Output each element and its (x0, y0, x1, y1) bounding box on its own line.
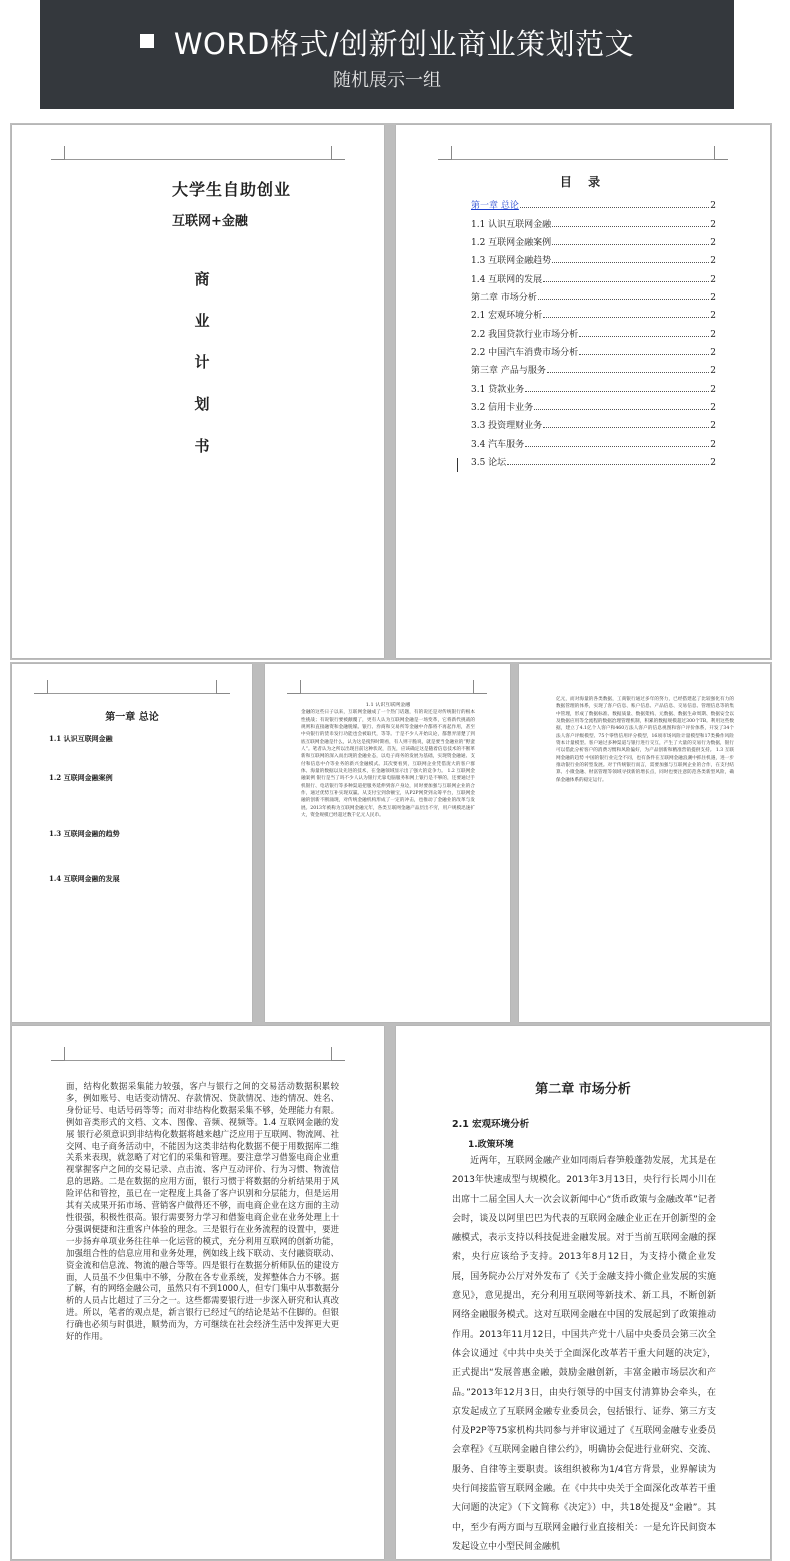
toc-entry-page: 2 (710, 348, 716, 359)
toc-entry-page: 2 (710, 238, 716, 249)
toc-entry-page: 2 (710, 274, 716, 285)
toc-entry[interactable] (471, 321, 716, 339)
toc-entry[interactable] (471, 211, 716, 229)
toc-entry-label: 3.5 论坛 (471, 458, 507, 469)
toc-leader-dots (579, 354, 709, 355)
toc-leader-dots (525, 391, 709, 392)
toc-entry-label: 1.1 认识互联网金融 (471, 219, 552, 230)
cover-subtitle: 互联网+金融 (172, 214, 248, 229)
preview-page-toc[interactable] (396, 125, 770, 658)
chapter1-title: 第一章 总论 (105, 712, 159, 723)
toc-heading: 目 录 (559, 175, 607, 189)
toc-entry[interactable] (471, 376, 716, 394)
toc-entry-label: 3.4 汽车服务 (471, 439, 525, 450)
toc-leader-dots (543, 281, 709, 282)
chapter2-section: 2.1 宏观环境分析 (452, 1119, 530, 1130)
toc-entry[interactable] (471, 395, 716, 413)
dense-text-b-body: 亿元，而对海量的各类数据，工商银行通过多年的努力，已经搭建起了比较强化有力的数据管理的体系，实现了客户信息、账户信息、产品信息、交易信息、管理信息等的集中管理，形成了数据标准、数据质量、数据架构、元数据、数据生命周期、数据安全以及数据应用等全流程的数据治理管理机制，积累的数据规模超过300个TB。利用这些数据，建立了4.1亿个人客户和460万法人客户的信息视图和客户评价体系，开发了34个法人客户评级模型、75个零售信用评分模型，16项市场风险计量模型和17类操作风险资本计量模型。客户通过多种渠道与银行进行交互，产生了大量的交易行为数据，银行可以借此分析客户的消费习惯和风险偏好，为产品创新和精准营销提供支持。 1.3 互联网金融的趋势 中国的银行业完全不同，也有条件在互联网金融浪潮中抓住机遇，进一步推动银行业的转型发展。对于传统银行而言，需要加强与互联网企业的合作，在支付结算、小微金融、财富管理等领域寻找新的增长点，同时也要注意防范各类新型风险，确保金融体系的稳定运行。 (556, 697, 734, 783)
header-banner (40, 0, 734, 109)
toc-entry-page: 2 (710, 256, 716, 267)
toc-entry-page: 2 (710, 421, 716, 432)
chapter1-item: 1.4 互联网金融的发展 (49, 874, 120, 883)
toc-entry-label: 1.4 互联网的发展 (471, 274, 543, 285)
page-top-line (48, 693, 216, 694)
toc-entry-label: 2.1 宏观环境分析 (471, 311, 543, 322)
corner-mark (287, 680, 301, 694)
toc-entry-page: 2 (710, 329, 716, 340)
banner-title-text: WORD格式/创新创业商业策划范文 (173, 27, 635, 61)
toc-entry-page: 2 (710, 439, 716, 450)
toc-entry-label: 第二章 市场分析 (471, 293, 537, 304)
toc-entry-page: 2 (710, 311, 716, 322)
toc-entry[interactable] (471, 248, 716, 266)
toc-leader-dots (543, 427, 709, 428)
toc-entry-label: 1.3 互联网金融趋势 (471, 256, 552, 267)
toc-entry-label: 3.3 投资理财业务 (471, 421, 543, 432)
corner-mark (331, 1047, 345, 1061)
toc-leader-dots (538, 299, 709, 300)
chapter2-body (452, 1152, 716, 1557)
toc-entry-label: 第三章 产品与服务 (471, 366, 546, 377)
toc-leader-dots (507, 464, 709, 465)
chapter2-body-text: 近两年，互联网金融产业如同雨后春笋般蓬勃发展，尤其是在2013年快速成型与规模化。2013年3月13日，央行行长周小川在出席十二届全国人大一次会议新闻中心“货币政策与金融改革”记者会时，谈及以阿里巴巴为代表的互联网金融企业正在开创新型的金融模式，表示支持以科技促进金融发展。对于当前互联网金融的探索，央行应该给予支持。2013年8月12日，为支持小微企业发展，国务院办公厅对外发布了《关于金融支持小微企业发展的实施意见》，意见提出，充分利用互联网等新技术、新工具，不断创新网络金融服务模式。这对互联网金融在中国的发展起到了政策推动作用。2013年11月12日，中国共产党十八届中央委员会第三次全体会议通过《中共中央关于全面深化改革若干重大问题的决定》，正式提出“发展普惠金融，鼓励金融创新，丰富金融市场层次和产品。”2013年12月3日，由央行领导的中国支付清算协会牵头，在京发起成立了互联网金融专业委员会，包括银行、证券、第三方支付及P2P等75家机构共同参与并审议通过了《互联网金融专业委员会章程》《互联网金融自律公约》，明确协会促进行业研究、交流、服务、自律等主要职责。该组织被称为1/4官方背景，业界解读为央行间接监管互联网金融。在《中共中央关于全面深化改革若干重大问题的决定》（下文简称《决定》）中，共18处提及“金融”。其中，至少有两方面与互联网金融行业直接相关：一是允许民间资本发起设立中小型民间金融机 (452, 1156, 716, 1552)
cover-char: 业 (194, 312, 210, 330)
corner-mark (438, 146, 452, 160)
toc-entry[interactable] (471, 285, 716, 303)
preview-page-chapter2[interactable] (396, 1026, 770, 1559)
corner-mark (331, 146, 345, 160)
toc-entry-page: 2 (710, 366, 716, 377)
toc-leader-dots (520, 207, 709, 208)
toc-entry[interactable] (471, 230, 716, 248)
toc-entry-label: 2.2 中国汽车消费市场分析 (471, 348, 579, 359)
toc-entry[interactable] (471, 431, 716, 449)
cover-char: 商 (194, 270, 210, 288)
toc-list (471, 193, 716, 468)
toc-entry-page: 2 (710, 384, 716, 395)
toc-entry[interactable] (471, 303, 716, 321)
preview-page-cover[interactable] (12, 125, 384, 658)
toc-entry[interactable] (471, 358, 716, 376)
preview-page-chapter1[interactable] (12, 664, 252, 1022)
toc-entry[interactable] (471, 413, 716, 431)
toc-entry-label: 3.2 信用卡业务 (471, 403, 534, 414)
toc-entry-label: 2.2 我国贷款行业市场分析 (471, 329, 579, 340)
preview-page-text-b[interactable] (519, 664, 770, 1022)
toc-leader-dots (534, 409, 709, 410)
toc-entry-label: 第一章 总论 (471, 201, 519, 212)
page-top-line (65, 1060, 331, 1061)
toc-entry-page: 2 (710, 219, 716, 230)
corner-mark (51, 1047, 65, 1061)
toc-leader-dots (543, 317, 709, 318)
toc-entry[interactable] (471, 450, 716, 468)
toc-leader-dots (525, 446, 709, 447)
chapter1-item: 1.2 互联网金融案例 (49, 773, 113, 782)
toc-entry[interactable] (471, 193, 716, 211)
corner-mark (714, 146, 728, 160)
corner-mark (51, 146, 65, 160)
dense-text-a-body: 金融的这些日子以来，互联网金融成了一个热门话题，有的说还是对传统银行的根本性挑战；有说银行要被颠覆了，更有人认为互联网金融是一场变革，它将新代挑战的规则和直接融资和金融脱媒。银行、券商和交易所等金融中介都将不再起作用，甚至中央银行的货币发行功能也会被取代，等等。于是不少人开始议论，都想弄清楚了到底互联网金融是什么，认为这是搅得时期看，有人则干脆说，就是要当金融业的“野蛮人”。笔者认为之所以出现目前这种状况，首先，应该确定这是随着信息技术的不断革新和互联网的深入而出现的金融业态，以电子商务的发展为基础，实现资金融通、支付和信息中介等业务的新兴金融模式。其次要看到，互联网企业凭借庞大的客户群体、海量的数据以及先进的技术，在金融领域显示出了强大的竞争力。 1.2 互联网金融案例 银行是当了吗不少人认为银行光靠电脑服务和网上银行是不够的，还要通过手机银行、电话银行等多种渠道把服务延伸到客户身边，同时要加强与互联网企业的合作，通过优势互补实现双赢。从支付宝到余额宝，从P2P网贷到众筹平台，互联网金融的创新不断涌现，对传统金融机构形成了一定的冲击，也推动了金融业的改革与发展。2013年被称为互联网金融元年，各类互联网金融产品层出不穷，用户规模迅速扩大，资金规模已经超过数千亿元人民币。 (301, 710, 475, 819)
chapter1-item: 1.1 认识互联网金融 (49, 734, 113, 743)
cover-title: 大学生自助创业 (172, 180, 292, 199)
corner-mark (34, 680, 48, 694)
chapter1-item: 1.3 互联网金融的趋势 (49, 829, 120, 838)
toc-leader-dots (552, 244, 709, 245)
text-cursor (457, 458, 458, 472)
square-bullet-icon (140, 34, 154, 48)
cover-char: 计 (194, 353, 210, 371)
page-top-line (452, 159, 714, 160)
toc-entry[interactable] (471, 340, 716, 358)
dense-text-b (556, 696, 734, 996)
text-page-body: 面，结构化数据采集能力较强，客户与银行之间的交易活动数据积累较多，例如账号、电话变动情况、存款情况、贷款情况、违约情况、姓名、身份证号、电话号码等等；而对非结构化数据采集不够，处理能力有限。例如音类形式的文档、文本、图像、音频、视频等。1.4 互联网金融的发展 银行必须意识到非结构化数据将越来越广泛应用于互联网、物流网、社交网、电子商务活动中，不能因为这类非结构化数据不便于用数据库二维关系来表现，就忽略了对它们的采集和管理。要注意学习借鉴电商企业重视掌握客户之间的交易记录、点击流、客户互动评价、行为习惯、物流信息的思路。二是在数据的应用方面，银行习惯于将数据的分析结果用于风险评估和管控，虽已在一定程度上具备了客户识别和分层能力，但是运用其有关成果开拓市场、营销客户做得还不够，而电商企业在这方面的主动性很强，积极性很高。银行需要努力学习和借鉴电商企业在业务处理上十分强调便捷和注重客户体验的理念。三是银行在业务流程的设置中，要进一步扬弃单项业务往往单一化运营的模式，充分利用互联网的创新功能，加强组合性的信息应用和业务处理，例如线上线下联动、支付融资联动、资金流和信息流、物流的融合等等。四是银行在数据分析师队伍的建设方面，人员虽不少但集中不够，分散在各专业系统，发挥整体合力不够。据了解，有的网络金融公司，虽然只有不到1000人，但专门集中从事数据分析的人员占比超过了三分之一。这些都需要银行进一步深入研究和认真改进。所以，笔者的观点是，新言银行已经过气的结论是站不住脚的。但银行确也必须与时俱进，顺势而为，方可继续在社会经济生活中发挥更大更好的作用。 (66, 1081, 339, 1342)
toc-entry-label: 3.1 贷款业务 (471, 384, 525, 395)
cover-char: 划 (194, 395, 210, 413)
toc-entry[interactable] (471, 266, 716, 284)
toc-entry-page: 2 (710, 201, 716, 212)
page-top-line (65, 159, 331, 160)
toc-leader-dots (547, 372, 709, 373)
toc-entry-label: 1.2 互联网金融案例 (471, 238, 552, 249)
preview-page-text-mid[interactable] (12, 1026, 384, 1559)
corner-mark (216, 680, 230, 694)
page-top-line (301, 693, 473, 694)
dense-text-a (301, 702, 475, 1002)
dense-text-a-heading: 1.1 认识互联网金融 (365, 702, 411, 708)
preview-page-text-a[interactable] (265, 664, 510, 1022)
toc-leader-dots (552, 262, 709, 263)
banner-title (40, 22, 734, 63)
corner-mark (473, 680, 487, 694)
toc-leader-dots (579, 336, 709, 337)
banner-subtitle: 随机展示一组 (333, 70, 441, 91)
toc-entry-page: 2 (710, 293, 716, 304)
cover-char: 书 (194, 437, 210, 455)
toc-entry-page: 2 (710, 458, 716, 469)
toc-leader-dots (552, 226, 709, 227)
chapter2-subsection: 1.政策环境 (468, 1140, 514, 1150)
toc-entry-page: 2 (710, 403, 716, 414)
chapter2-title: 第二章 市场分析 (535, 1082, 631, 1097)
